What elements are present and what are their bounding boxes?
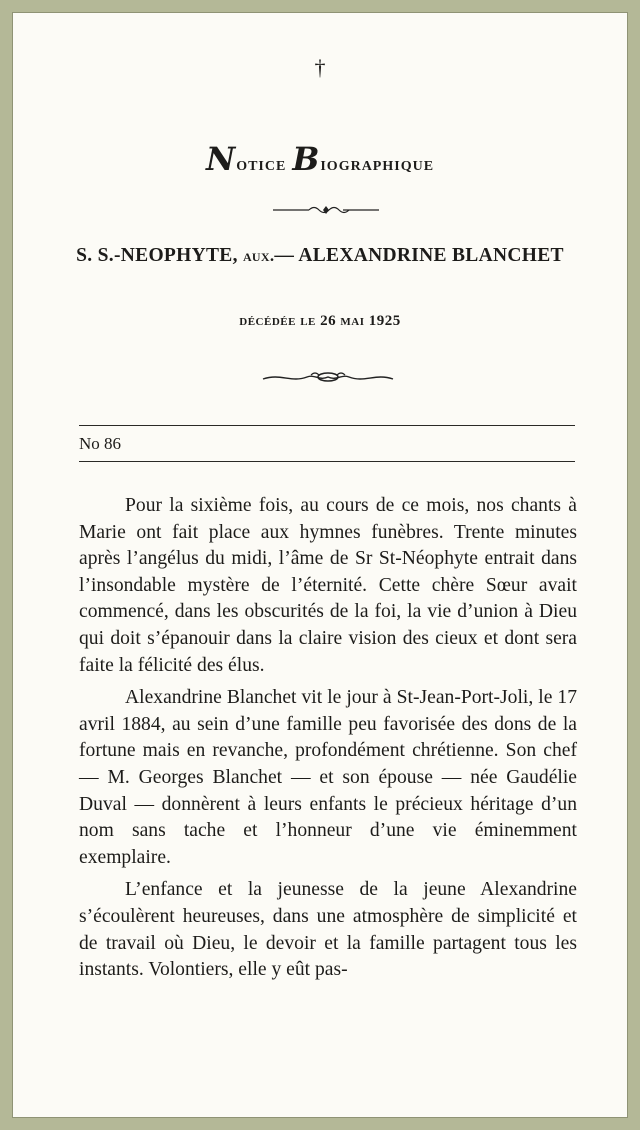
ornament-flourish-icon xyxy=(261,369,395,385)
subtitle-religious-name: S. S.-NEOPHYTE, xyxy=(76,245,238,266)
document-title xyxy=(13,140,627,178)
subtitle-birth-name: — ALEXANDRINE BLANCHET xyxy=(274,245,564,266)
title-word-biographique: iographique xyxy=(320,153,435,175)
notice-number: No 86 xyxy=(79,434,122,453)
top-rule xyxy=(79,425,575,426)
body-text xyxy=(79,493,577,990)
subtitle-name xyxy=(13,245,627,267)
death-date: décédée le 26 mai 1925 xyxy=(239,313,401,329)
cross-icon: † xyxy=(314,55,326,80)
subtitle-aux: aux. xyxy=(242,246,275,265)
paragraph-1: Pour la sixième fois, au cours de ce mois, nos chants à Marie ont fait place aux hymnes funèbres. Trente minutes après l’angélus du midi, l’âme de Sr St-Néophyte entrait dans l’insondable mystère de l’éternité. Cette chère Sœur avait commencé, dans les obscurités de la foi, la vie d’union à Dieu qui doit s’épanouir dans la claire vision des cieux et dont sera faite la félicité des élus. xyxy=(79,495,577,676)
title-word-notice: otice xyxy=(236,153,287,175)
paragraph-3: L’enfance et la jeunesse de la jeune Alexandrine s’écoulèrent heureuses, dans une atmosphère de simplicité et de travail où Dieu, le devoir et la famille partagent tous les instants. Volontiers, elle y eût pas- xyxy=(79,879,577,981)
title-initial-n: N xyxy=(205,140,237,178)
ornament-divider-icon xyxy=(271,203,381,217)
bottom-rule xyxy=(79,461,575,462)
paragraph-2: Alexandrine Blanchet vit le jour à St-Jean-Port-Joli, le 17 avril 1884, au sein d’une famille peu favorisée des dons de la fortune mais en revanche, profondément chrétienne. Son chef — M. Georges Blanchet — et son épouse — née Gaudélie Duval — donnèrent à leurs enfants le précieux héritage d’un nom sans tache et l’honneur d’une vie éminemment exemplaire. xyxy=(79,687,577,868)
page-frame xyxy=(12,12,628,1118)
document-page xyxy=(13,13,627,1117)
title-initial-b: B xyxy=(292,140,321,178)
